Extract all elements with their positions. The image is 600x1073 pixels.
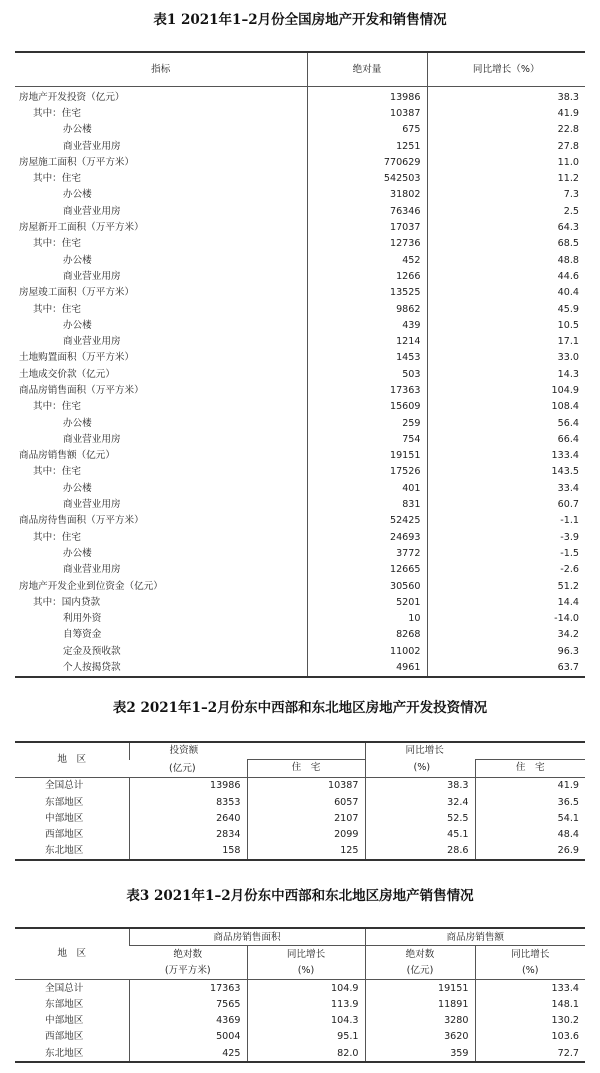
table3-cell-sales: 19151 (365, 979, 475, 996)
table1-cell-indicator: 办公楼 (63, 254, 92, 266)
table1-cell-value: 8268 (307, 627, 427, 643)
table1-cell-indicator: 商业营业用房 (63, 564, 121, 576)
table3-cell-area: 7565 (129, 996, 247, 1012)
table1-cell-growth: -1.5 (427, 545, 585, 561)
table1-cell-growth: 33.0 (427, 350, 585, 366)
table2-row (15, 826, 585, 842)
table1-cell-growth: 56.4 (427, 415, 585, 431)
table3-cell-area: 17363 (129, 979, 247, 996)
table2-cell-growth: 45.1 (365, 826, 475, 842)
table1-row (15, 187, 585, 203)
table1-cell-indicator: 其中：住宅 (33, 466, 81, 478)
table1-header-row (15, 52, 585, 87)
table1-cell-growth: 11.2 (427, 170, 585, 186)
table1-cell-value: 770629 (307, 154, 427, 170)
table1-cell-indicator: 商业营业用房 (63, 336, 121, 348)
table1-cell-indicator: 商业营业用房 (63, 140, 121, 152)
table2-header-growth-unit: (%) (365, 760, 475, 777)
table1-row (15, 87, 585, 106)
table1-cell-growth: 96.3 (427, 643, 585, 659)
table1-cell-growth: 7.3 (427, 187, 585, 203)
table2-cell-residential: 10387 (247, 777, 365, 794)
table3-header-sales-growth-unit: (%) (475, 963, 585, 980)
table1-cell-indicator: 办公楼 (63, 547, 92, 559)
table1-cell-growth: -14.0 (427, 611, 585, 627)
table1-cell-indicator: 办公楼 (63, 189, 92, 201)
table1-cell-growth: 34.2 (427, 627, 585, 643)
table1-cell-indicator: 商业营业用房 (63, 499, 121, 511)
table3-cell-area-growth: 104.9 (247, 979, 365, 996)
table1-cell-growth: 10.5 (427, 317, 585, 333)
table3-cell-sales-growth: 103.6 (475, 1029, 585, 1045)
table3-header-sales-growth: 同比增长 (475, 946, 585, 963)
table1-cell-value: 15609 (307, 399, 427, 415)
table1-row (15, 382, 585, 398)
table2-header-invest-unit: (亿元) (129, 760, 247, 777)
table2-row (15, 810, 585, 826)
table1-cell-growth: 45.9 (427, 301, 585, 317)
table1-cell-value: 11002 (307, 643, 427, 659)
table1-cell-value: 1251 (307, 138, 427, 154)
table2-row (15, 777, 585, 794)
table1-cell-growth: 108.4 (427, 399, 585, 415)
table1-cell-value: 12665 (307, 562, 427, 578)
table1-cell-growth: 66.4 (427, 431, 585, 447)
table1-row (15, 268, 585, 284)
table2-header-growth-residential: 住 宅 (475, 760, 585, 777)
table2-cell-growth: 32.4 (365, 794, 475, 810)
table2 (15, 741, 585, 861)
table1-cell-growth: 22.8 (427, 122, 585, 138)
table3-header-area-growth: 同比增长 (247, 946, 365, 963)
table3-row (15, 1045, 585, 1062)
table2-cell-invest: 2640 (129, 810, 247, 826)
table1-cell-value: 452 (307, 252, 427, 268)
table2-header-region: 地 区 (15, 742, 129, 777)
table3-header-region: 地 区 (15, 928, 129, 979)
table3-row (15, 979, 585, 996)
table3-header-sales-abs-unit: (亿元) (365, 963, 475, 980)
table1-cell-indicator: 商品房待售面积（万平方米） (19, 515, 144, 527)
table1-cell-indicator: 个人按揭贷款 (63, 662, 121, 674)
table1-cell-indicator: 土地购置面积（万平方米） (19, 352, 135, 364)
table2-cell-region: 全国总计 (45, 780, 84, 792)
table3-cell-sales: 359 (365, 1045, 475, 1062)
table1-cell-indicator: 利用外资 (63, 613, 102, 625)
table2-cell-growth-residential: 48.4 (475, 826, 585, 842)
table3-cell-sales: 3280 (365, 1012, 475, 1028)
table1-body (15, 87, 585, 677)
table2-cell-growth-residential: 41.9 (475, 777, 585, 794)
table1-cell-indicator: 其中：住宅 (33, 531, 81, 543)
table3-header-area-abs: 绝对数 (173, 948, 203, 960)
table1-row (15, 138, 585, 154)
table2-cell-region: 东北地区 (45, 845, 84, 857)
table3-header-area-abs-unit: (万平方米) (129, 963, 247, 980)
table2-cell-growth: 28.6 (365, 843, 475, 860)
table3-cell-region: 全国总计 (45, 982, 84, 994)
table2-cell-residential: 125 (247, 843, 365, 860)
table1-row (15, 529, 585, 545)
table1-cell-indicator: 自筹资金 (63, 629, 102, 641)
table3-header-area-group: 商品房销售面积 (129, 928, 365, 946)
table1-cell-value: 30560 (307, 578, 427, 594)
table1-cell-growth: 40.4 (427, 285, 585, 301)
table1-cell-growth: -1.1 (427, 513, 585, 529)
table2-cell-invest: 13986 (129, 777, 247, 794)
table3-header-area-growth-unit: (%) (247, 963, 365, 980)
table1-title: 表1 2021年1–2月份全国房地产开发和销售情况 (153, 12, 447, 28)
table1-cell-value: 542503 (307, 170, 427, 186)
table3-row (15, 996, 585, 1012)
table2-header-residential: 住 宅 (247, 760, 365, 777)
table1-cell-value: 3772 (307, 545, 427, 561)
table1-row (15, 333, 585, 349)
table3-row (15, 1029, 585, 1045)
table1-cell-growth: 17.1 (427, 333, 585, 349)
table2-cell-growth-residential: 26.9 (475, 843, 585, 860)
table1-cell-growth: 64.3 (427, 219, 585, 235)
table1-cell-value: 675 (307, 122, 427, 138)
table2-header-growth: 同比增长 (365, 742, 475, 760)
table2-cell-invest: 2834 (129, 826, 247, 842)
table2-cell-growth: 52.5 (365, 810, 475, 826)
table1-cell-indicator: 商品房销售额（亿元） (19, 450, 115, 462)
table3-cell-area-growth: 104.3 (247, 1012, 365, 1028)
table3-cell-sales: 3620 (365, 1029, 475, 1045)
table1-cell-value: 12736 (307, 236, 427, 252)
table3-cell-region: 东部地区 (45, 998, 84, 1010)
table3-cell-area-growth: 113.9 (247, 996, 365, 1012)
table2-cell-growth-residential: 36.5 (475, 794, 585, 810)
table2-cell-residential: 2099 (247, 826, 365, 842)
table2-cell-region: 中部地区 (45, 812, 84, 824)
table3-cell-sales-growth: 133.4 (475, 979, 585, 996)
table1-cell-indicator: 房屋施工面积（万平方米） (19, 156, 135, 168)
table1-header-growth: 同比增长（%） (427, 52, 585, 87)
table3-title: 表3 2021年1–2月份东中西部和东北地区房地产销售情况 (126, 888, 474, 904)
table1-row (15, 562, 585, 578)
table1-row (15, 545, 585, 561)
table1-cell-indicator: 其中：住宅 (33, 303, 81, 315)
table1-cell-growth: 14.4 (427, 594, 585, 610)
table1-row (15, 317, 585, 333)
table1-cell-value: 9862 (307, 301, 427, 317)
table1-row (15, 431, 585, 447)
table1-cell-value: 10 (307, 611, 427, 627)
table1-cell-growth: 38.3 (427, 87, 585, 106)
table1-cell-growth: 63.7 (427, 659, 585, 676)
table3-cell-region: 西部地区 (45, 1031, 84, 1043)
table1-cell-value: 76346 (307, 203, 427, 219)
table1-cell-indicator: 其中：国内贷款 (33, 596, 101, 608)
table3 (15, 927, 585, 1063)
table1-header-value: 绝对量 (307, 52, 427, 87)
table1-cell-value: 401 (307, 480, 427, 496)
table1-cell-value: 17363 (307, 382, 427, 398)
table1-cell-indicator: 商品房销售面积（万平方米） (19, 384, 144, 396)
table1-cell-indicator: 商业营业用房 (63, 433, 121, 445)
table1-cell-indicator: 商业营业用房 (63, 270, 121, 282)
table2-cell-growth-residential: 54.1 (475, 810, 585, 826)
table1-cell-value: 4961 (307, 659, 427, 676)
table3-cell-area: 4369 (129, 1012, 247, 1028)
table1-cell-growth: 44.6 (427, 268, 585, 284)
table1-cell-growth: 143.5 (427, 464, 585, 480)
table3-header-sales-group: 商品房销售额 (365, 928, 585, 946)
table1-row (15, 659, 585, 676)
table1-cell-growth: 68.5 (427, 236, 585, 252)
table1-row (15, 366, 585, 382)
table3-body (15, 979, 585, 1062)
table2-cell-region: 西部地区 (45, 829, 84, 841)
table1-cell-value: 503 (307, 366, 427, 382)
table1-cell-indicator: 其中：住宅 (33, 173, 81, 185)
table1-row (15, 154, 585, 170)
table1-cell-indicator: 办公楼 (63, 482, 92, 494)
table1-cell-value: 5201 (307, 594, 427, 610)
table1-cell-growth: 133.4 (427, 448, 585, 464)
table2-cell-residential: 2107 (247, 810, 365, 826)
table3-row (15, 1012, 585, 1028)
table1-cell-value: 439 (307, 317, 427, 333)
table3-cell-area: 425 (129, 1045, 247, 1062)
table1-cell-growth: 60.7 (427, 496, 585, 512)
table1-cell-value: 1266 (307, 268, 427, 284)
table1-row (15, 219, 585, 235)
table1-row (15, 252, 585, 268)
table1-row (15, 122, 585, 138)
table1-row (15, 448, 585, 464)
table1-cell-indicator: 其中：住宅 (33, 107, 81, 119)
table1-header-indicator: 指标 (15, 52, 307, 87)
table1-cell-indicator: 土地成交价款（亿元） (19, 368, 115, 380)
table1-cell-indicator: 其中：住宅 (33, 238, 81, 250)
table1-cell-indicator: 房屋竣工面积（万平方米） (19, 287, 135, 299)
table1-cell-growth: 14.3 (427, 366, 585, 382)
table1-row (15, 578, 585, 594)
table3-cell-area: 5004 (129, 1029, 247, 1045)
table2-cell-residential: 6057 (247, 794, 365, 810)
table1-row (15, 415, 585, 431)
table1-row (15, 611, 585, 627)
table2-cell-growth: 38.3 (365, 777, 475, 794)
table1-cell-indicator: 办公楼 (63, 417, 92, 429)
table1-row (15, 170, 585, 186)
table1-cell-indicator: 房屋新开工面积（万平方米） (19, 222, 144, 234)
table1-row (15, 643, 585, 659)
table1-cell-growth: 48.8 (427, 252, 585, 268)
table1-row (15, 285, 585, 301)
table1-cell-value: 1214 (307, 333, 427, 349)
table1-cell-value: 259 (307, 415, 427, 431)
table3-cell-sales-growth: 130.2 (475, 1012, 585, 1028)
table1-cell-value: 17526 (307, 464, 427, 480)
table1-cell-indicator: 定金及预收款 (63, 645, 121, 657)
table3-header-sales-abs: 绝对数 (365, 946, 475, 963)
table2-body (15, 777, 585, 860)
table1-row (15, 350, 585, 366)
table3-cell-region: 东北地区 (45, 1047, 84, 1059)
table3-cell-region: 中部地区 (45, 1015, 84, 1027)
table1-cell-value: 52425 (307, 513, 427, 529)
table1-cell-growth: 2.5 (427, 203, 585, 219)
table1-row (15, 301, 585, 317)
table1-cell-indicator: 房地产开发投资（亿元） (19, 91, 125, 103)
table1-row (15, 480, 585, 496)
table3-cell-sales-growth: 72.7 (475, 1045, 585, 1062)
table1-cell-indicator: 其中：住宅 (33, 401, 81, 413)
table1-cell-growth: 33.4 (427, 480, 585, 496)
table1-cell-growth: -2.6 (427, 562, 585, 578)
table1-cell-growth: -3.9 (427, 529, 585, 545)
table1-cell-value: 754 (307, 431, 427, 447)
table1-cell-indicator: 办公楼 (63, 319, 92, 331)
table1-row (15, 594, 585, 610)
table1-cell-value: 1453 (307, 350, 427, 366)
table2-row (15, 794, 585, 810)
table1-cell-indicator: 房地产开发企业到位资金（亿元） (19, 580, 163, 592)
table3-cell-area-growth: 82.0 (247, 1045, 365, 1062)
table1-cell-value: 31802 (307, 187, 427, 203)
table1-cell-growth: 41.9 (427, 105, 585, 121)
table1-cell-value: 13986 (307, 87, 427, 106)
table2-header-invest: 投资额 (129, 742, 247, 760)
table1-cell-value: 24693 (307, 529, 427, 545)
table1-row (15, 399, 585, 415)
table1-cell-growth: 51.2 (427, 578, 585, 594)
table1-cell-growth: 11.0 (427, 154, 585, 170)
table2-cell-invest: 8353 (129, 794, 247, 810)
table3-cell-sales-growth: 148.1 (475, 996, 585, 1012)
table1-cell-indicator: 商业营业用房 (63, 205, 121, 217)
table2-title: 表2 2021年1–2月份东中西部和东北地区房地产开发投资情况 (112, 700, 488, 716)
table2-header-row-1 (15, 742, 585, 760)
table1 (15, 51, 585, 678)
table1-cell-indicator: 办公楼 (63, 124, 92, 136)
table1-cell-growth: 27.8 (427, 138, 585, 154)
table3-cell-sales: 11891 (365, 996, 475, 1012)
table2-cell-region: 东部地区 (45, 796, 84, 808)
table1-cell-value: 831 (307, 496, 427, 512)
table2-row (15, 843, 585, 860)
table1-cell-value: 19151 (307, 448, 427, 464)
table1-row (15, 513, 585, 529)
table1-row (15, 203, 585, 219)
table1-cell-value: 13525 (307, 285, 427, 301)
table1-row (15, 236, 585, 252)
table1-row (15, 105, 585, 121)
table1-row (15, 627, 585, 643)
table3-cell-area-growth: 95.1 (247, 1029, 365, 1045)
table2-cell-invest: 158 (129, 843, 247, 860)
table1-cell-growth: 104.9 (427, 382, 585, 398)
table1-cell-value: 17037 (307, 219, 427, 235)
table1-row (15, 464, 585, 480)
table1-cell-value: 10387 (307, 105, 427, 121)
table3-header-row-1 (15, 928, 585, 946)
table1-row (15, 496, 585, 512)
